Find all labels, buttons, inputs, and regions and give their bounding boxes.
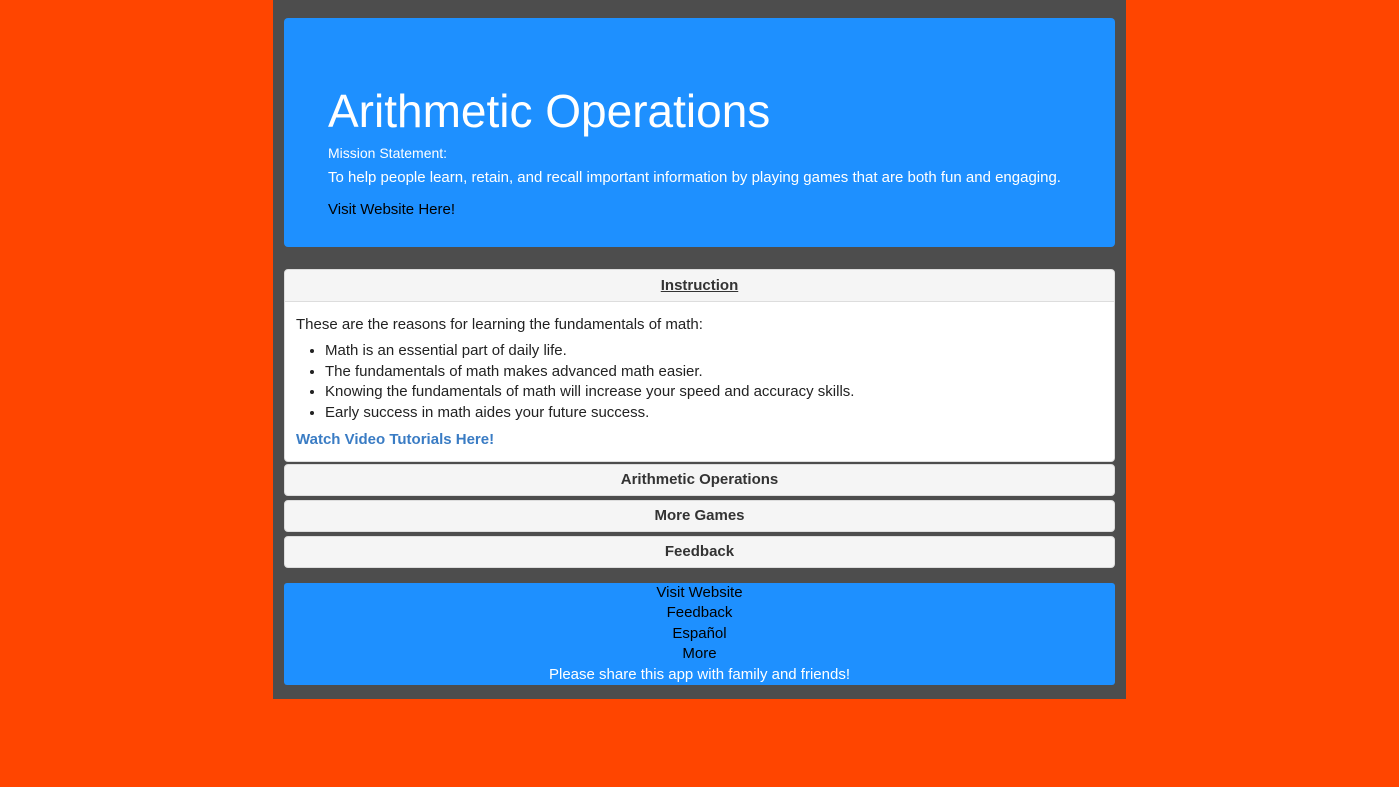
mission-statement: To help people learn, retain, and recall important information by playing games that are both fun and engaging. [328,169,1061,186]
list-item: • Math is an essential part of daily life. [325,341,1103,362]
arithmetic-operations-panel[interactable]: Arithmetic Operations [284,464,1115,496]
app-container [273,0,1126,699]
instruction-heading-label[interactable]: Instruction [660,277,739,294]
instruction-intro: These are the reasons for learning the fundamentals of math: [296,316,703,333]
instruction-panel-body [285,302,1114,461]
visit-website-link[interactable]: Visit Website Here! [328,201,455,218]
header-jumbotron [284,18,1115,247]
feedback-panel[interactable]: Feedback [284,536,1115,568]
footer-espanol-link[interactable]: Español [672,624,727,642]
video-tutorials-link[interactable]: Watch Video Tutorials Here! [296,431,495,448]
share-message: Please share this app with family and friends! [549,665,850,683]
page-title: Arithmetic Operations [328,85,771,137]
list-item: • Early success in math aides your future success. [325,403,1103,424]
more-games-panel[interactable]: More Games [284,500,1115,532]
footer-more-link[interactable]: More [682,645,717,663]
footer-feedback-link[interactable]: Feedback [666,604,733,622]
instruction-panel [284,269,1115,462]
list-item: • The fundamentals of math makes advanced math easier. [325,362,1103,383]
reasons-list [296,341,1103,423]
list-item: • Knowing the fundamentals of math will increase your speed and accuracy skills. [325,382,1103,403]
footer [284,583,1115,685]
footer-visit-website-link[interactable]: Visit Website [656,584,743,601]
instruction-panel-heading[interactable] [285,270,1114,302]
mission-label: Mission Statement: [328,145,448,161]
